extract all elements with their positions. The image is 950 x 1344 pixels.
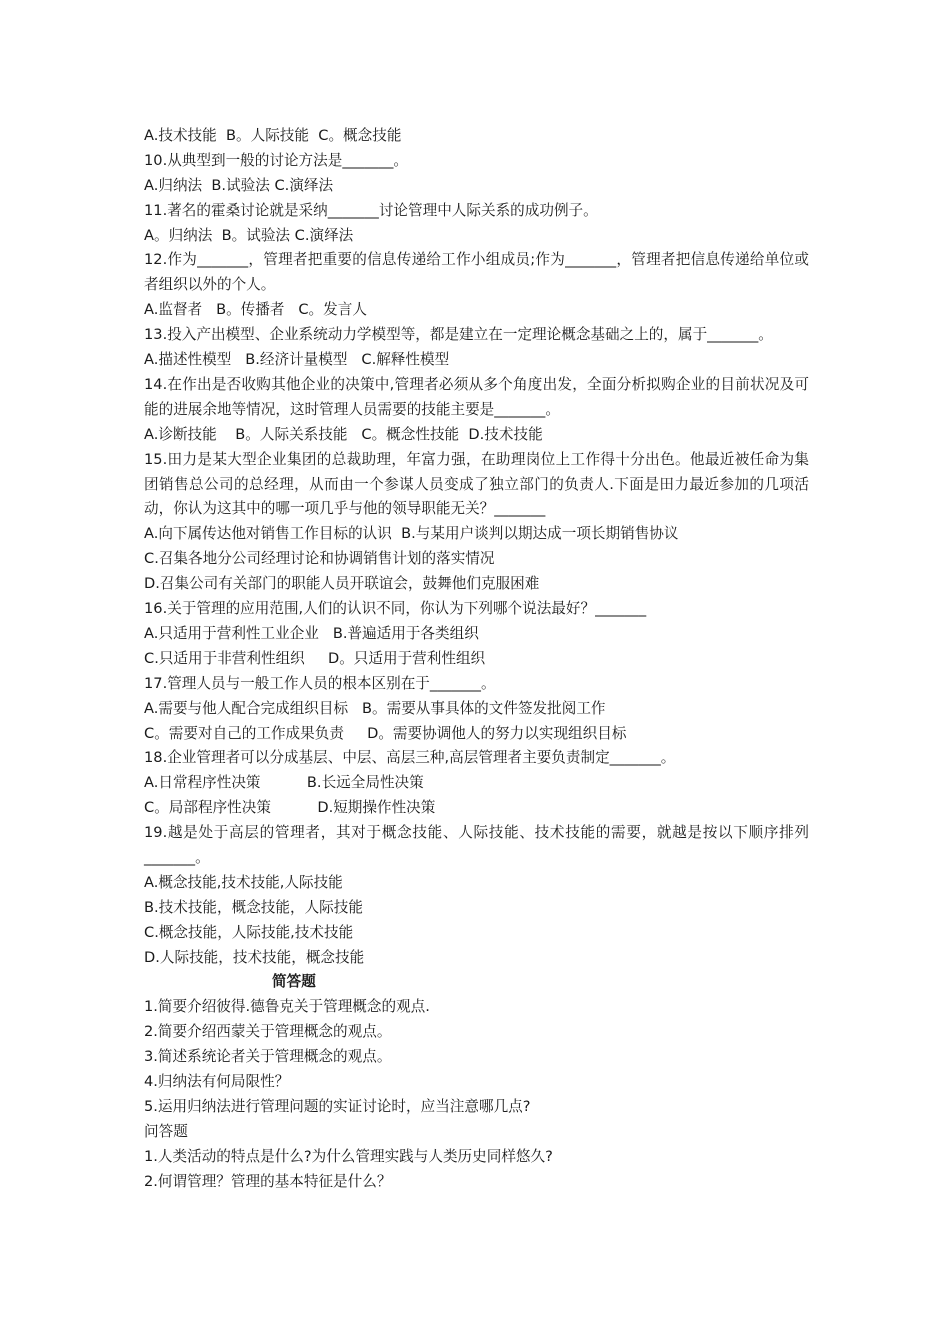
q16-option-ab: A.只适用于营利性工业企业 B.普遍适用于各类组织: [144, 624, 479, 642]
q16-option-cd: C.只适用于非营利性组织 D。只适用于营利性组织: [144, 649, 486, 667]
q9-options: A.技术技能 B。人际技能 C。概念技能: [144, 127, 402, 144]
q18-text: 18.企业管理者可以分成基层、中层、高层三种,高层管理者主要负责制定_______。: [144, 749, 676, 767]
short-answer-3: 3.简述系统论者关于管理概念的观点。: [144, 1048, 392, 1066]
q19-option-b: B.技术技能，概念技能，人际技能: [144, 898, 363, 916]
q18-option-ab: A.日常程序性决策 B.长远全局性决策: [144, 774, 424, 792]
q11-options: A。归纳法 B。试验法 C.演绎法: [144, 226, 354, 244]
q13-options: A.描述性模型 B.经济计量模型 C.解释性模型: [144, 351, 450, 369]
q17-option-cd: C。需要对自己的工作成果负责 D。需要协调他人的努力以实现组织目标: [144, 724, 627, 742]
document-page: [144, 124, 809, 1194]
q18-option-cd: C。局部程序性决策 D.短期操作性决策: [144, 799, 436, 817]
short-answer-5: 5.运用归纳法进行管理问题的实证讨论时，应当注意哪几点?: [144, 1097, 531, 1115]
q17-text: 17.管理人员与一般工作人员的根本区别在于_______。: [144, 674, 496, 692]
q17-option-ab: A.需要与他人配合完成组织目标 B。需要从事具体的文件签发批阅工作: [144, 699, 606, 717]
qa-2: 2.何谓管理？管理的基本特征是什么？: [144, 1172, 392, 1190]
short-answer-1: 1.简要介绍彼得.德鲁克关于管理概念的观点.: [144, 998, 430, 1016]
q19-text: 19.越是处于高层的管理者，其对于概念技能、人际技能、技术技能的需要，就越是按以下顺序排列_______。: [144, 824, 809, 866]
q15-option-c: C.召集各地分公司经理讨论和协调销售计划的落实情况: [144, 550, 495, 568]
short-answer-4: 4.归纳法有何局限性？: [144, 1073, 290, 1090]
q14-text: 14.在作出是否收购其他企业的决策中,管理者必须从多个角度出发，全面分析拟购企业的目前状况及可能的进展余地等情况，这时管理人员需要的技能主要是_______。: [144, 375, 809, 418]
qa-1: 1.人类活动的特点是什么?为什么管理实践与人类历史同样悠久?: [144, 1147, 553, 1165]
section-heading-qa: 问答题: [144, 1122, 188, 1140]
q10-text: 10.从典型到一般的讨论方法是_______。: [144, 151, 409, 169]
q19-option-a: A.概念技能,技术技能,人际技能: [144, 873, 343, 891]
short-answer-2: 2.简要介绍西蒙关于管理概念的观点。: [144, 1023, 392, 1041]
q13-text: 13.投入产出模型、企业系统动力学模型等，都是建立在一定理论概念基础之上的，属于_______。: [144, 326, 773, 344]
q15-text: 15.田力是某大型企业集团的总裁助理，年富力强，在助理岗位上工作得十分出色。他最近被任命为集团销售总公司的总经理，从而由一个参谋人员变成了独立部门的负责人.下面是田力最近参加的几项活动，你认为这其中的哪一项几乎与他的领导职能无关？_______: [144, 450, 809, 518]
q16-text: 16.关于管理的应用范围,人们的认识不同，你认为下列哪个说法最好？_______: [144, 600, 647, 618]
q12-options: A.监督者 B。传播者 C。发言人: [144, 301, 367, 319]
section-heading-short-answer: 简答题: [272, 973, 316, 991]
q10-options: A.归纳法 B.试验法 C.演绎法: [144, 176, 334, 194]
q15-option-ab: A.向下属传达他对销售工作目标的认识 B.与某用户谈判以期达成一项长期销售协议: [144, 525, 679, 543]
q15-option-d: D.召集公司有关部门的职能人员开联谊会，鼓舞他们克服困难: [144, 575, 540, 593]
q14-options: A.诊断技能 B。人际关系技能 C。概念性技能 D.技术技能: [144, 425, 543, 443]
q19-option-c: C.概念技能，人际技能,技术技能: [144, 923, 354, 941]
q12-text: 12.作为_______，管理者把重要的信息传递给工作小组成员;作为_______，管理者把信息传递给单位或者组织以外的个人。: [144, 251, 809, 294]
q19-option-d: D.人际技能，技术技能，概念技能: [144, 948, 365, 966]
q11-text: 11.著名的霍桑讨论就是采纳_______讨论管理中人际关系的成功例子。: [144, 201, 598, 219]
